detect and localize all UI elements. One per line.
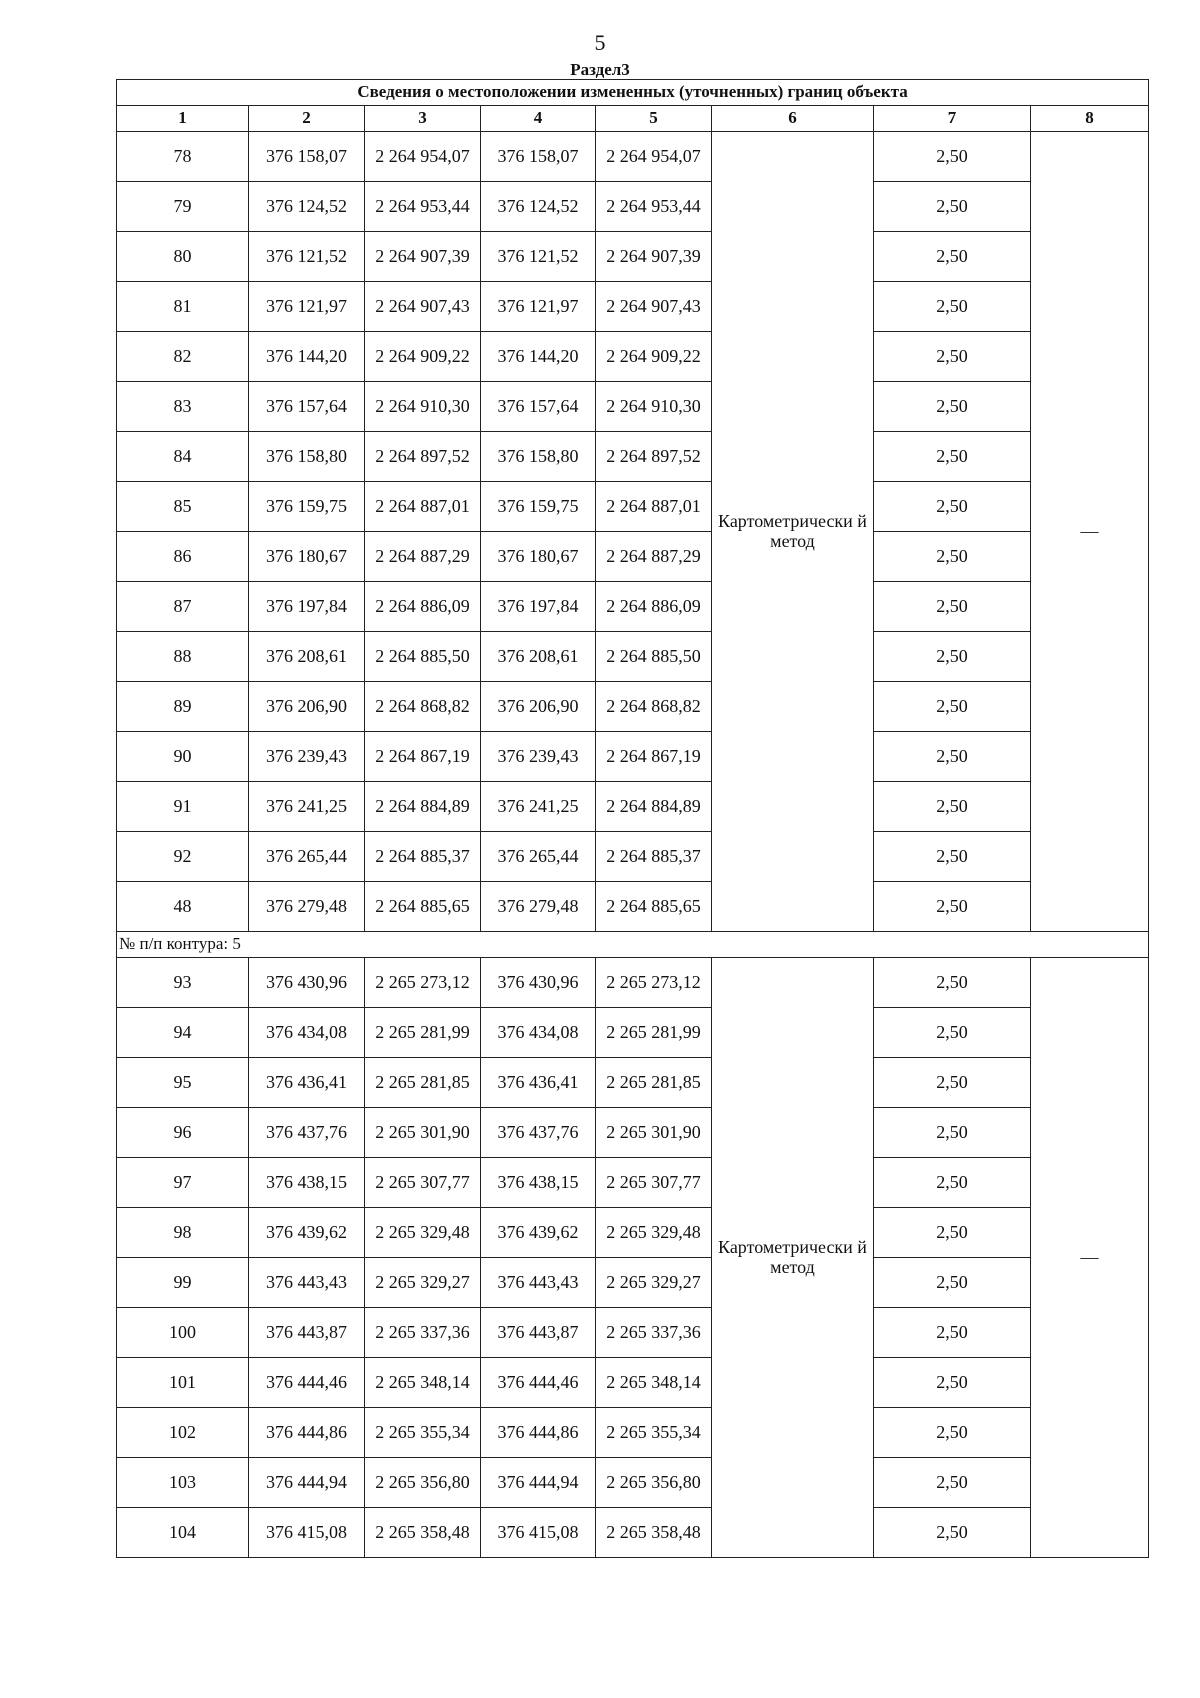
y-refined-cell: 2 265 281,85 bbox=[596, 1058, 712, 1108]
y-refined-cell: 2 265 358,48 bbox=[596, 1508, 712, 1558]
y-refined-cell: 2 264 867,19 bbox=[596, 732, 712, 782]
x-existing-cell: 376 121,52 bbox=[249, 232, 365, 282]
point-number-cell: 80 bbox=[117, 232, 249, 282]
x-refined-cell: 376 121,97 bbox=[481, 282, 596, 332]
x-refined-cell: 376 439,62 bbox=[481, 1208, 596, 1258]
table-row bbox=[117, 582, 1149, 632]
accuracy-cell: 2,50 bbox=[874, 1208, 1031, 1258]
contour-row bbox=[117, 932, 1149, 958]
table-row bbox=[117, 1158, 1149, 1208]
x-refined-cell: 376 206,90 bbox=[481, 682, 596, 732]
accuracy-cell: 2,50 bbox=[874, 732, 1031, 782]
y-refined-cell: 2 264 907,39 bbox=[596, 232, 712, 282]
accuracy-cell: 2,50 bbox=[874, 632, 1031, 682]
table-row bbox=[117, 532, 1149, 582]
table-row bbox=[117, 682, 1149, 732]
y-refined-cell: 2 264 885,37 bbox=[596, 832, 712, 882]
y-existing-cell: 2 264 954,07 bbox=[365, 132, 481, 182]
x-refined-cell: 376 443,43 bbox=[481, 1258, 596, 1308]
page-number: 5 bbox=[594, 30, 606, 55]
y-existing-cell: 2 264 887,01 bbox=[365, 482, 481, 532]
point-number-cell: 93 bbox=[117, 958, 249, 1008]
y-refined-cell: 2 264 953,44 bbox=[596, 182, 712, 232]
note-cell: — bbox=[1031, 132, 1149, 932]
point-number-cell: 97 bbox=[117, 1158, 249, 1208]
x-refined-cell: 376 197,84 bbox=[481, 582, 596, 632]
y-refined-cell: 2 265 355,34 bbox=[596, 1408, 712, 1458]
x-existing-cell: 376 443,87 bbox=[249, 1308, 365, 1358]
x-refined-cell: 376 121,52 bbox=[481, 232, 596, 282]
y-refined-cell: 2 265 356,80 bbox=[596, 1458, 712, 1508]
y-existing-cell: 2 264 884,89 bbox=[365, 782, 481, 832]
x-existing-cell: 376 206,90 bbox=[249, 682, 365, 732]
y-existing-cell: 2 264 910,30 bbox=[365, 382, 481, 432]
x-existing-cell: 376 444,86 bbox=[249, 1408, 365, 1458]
y-existing-cell: 2 264 907,39 bbox=[365, 232, 481, 282]
x-refined-cell: 376 157,64 bbox=[481, 382, 596, 432]
coordinates-table bbox=[116, 79, 1149, 1558]
x-existing-cell: 376 438,15 bbox=[249, 1158, 365, 1208]
y-refined-cell: 2 264 909,22 bbox=[596, 332, 712, 382]
y-existing-cell: 2 265 356,80 bbox=[365, 1458, 481, 1508]
y-existing-cell: 2 264 867,19 bbox=[365, 732, 481, 782]
y-refined-cell: 2 264 868,82 bbox=[596, 682, 712, 732]
table-row bbox=[117, 182, 1149, 232]
point-number-cell: 85 bbox=[117, 482, 249, 532]
accuracy-cell: 2,50 bbox=[874, 832, 1031, 882]
accuracy-cell: 2,50 bbox=[874, 1108, 1031, 1158]
table-header-row bbox=[117, 106, 1149, 132]
table-row bbox=[117, 482, 1149, 532]
table-caption: Сведения о местоположении измененных (уточненных) границ объекта bbox=[117, 80, 1149, 106]
y-existing-cell: 2 264 907,43 bbox=[365, 282, 481, 332]
x-existing-cell: 376 159,75 bbox=[249, 482, 365, 532]
table-row bbox=[117, 1258, 1149, 1308]
point-number-cell: 48 bbox=[117, 882, 249, 932]
point-number-cell: 98 bbox=[117, 1208, 249, 1258]
point-number-cell: 95 bbox=[117, 1058, 249, 1108]
accuracy-cell: 2,50 bbox=[874, 1058, 1031, 1108]
table-row bbox=[117, 1208, 1149, 1258]
y-refined-cell: 2 265 329,27 bbox=[596, 1258, 712, 1308]
point-number-cell: 82 bbox=[117, 332, 249, 382]
table-row bbox=[117, 1408, 1149, 1458]
x-refined-cell: 376 124,52 bbox=[481, 182, 596, 232]
x-refined-cell: 376 444,86 bbox=[481, 1408, 596, 1458]
point-number-cell: 92 bbox=[117, 832, 249, 882]
x-existing-cell: 376 197,84 bbox=[249, 582, 365, 632]
table-row bbox=[117, 1308, 1149, 1358]
table-row bbox=[117, 432, 1149, 482]
table-row bbox=[117, 732, 1149, 782]
column-header: 4 bbox=[481, 106, 596, 132]
x-existing-cell: 376 436,41 bbox=[249, 1058, 365, 1108]
table-row bbox=[117, 1108, 1149, 1158]
table-row bbox=[117, 382, 1149, 432]
method-cell: Картометрически й метод bbox=[712, 132, 874, 932]
x-refined-cell: 376 430,96 bbox=[481, 958, 596, 1008]
x-refined-cell: 376 144,20 bbox=[481, 332, 596, 382]
y-refined-cell: 2 265 337,36 bbox=[596, 1308, 712, 1358]
column-header: 8 bbox=[1031, 106, 1149, 132]
x-refined-cell: 376 239,43 bbox=[481, 732, 596, 782]
x-refined-cell: 376 265,44 bbox=[481, 832, 596, 882]
table-row bbox=[117, 1458, 1149, 1508]
y-existing-cell: 2 265 358,48 bbox=[365, 1508, 481, 1558]
x-refined-cell: 376 437,76 bbox=[481, 1108, 596, 1158]
x-existing-cell: 376 437,76 bbox=[249, 1108, 365, 1158]
y-existing-cell: 2 264 909,22 bbox=[365, 332, 481, 382]
x-refined-cell: 376 208,61 bbox=[481, 632, 596, 682]
point-number-cell: 87 bbox=[117, 582, 249, 632]
x-refined-cell: 376 180,67 bbox=[481, 532, 596, 582]
y-existing-cell: 2 264 885,65 bbox=[365, 882, 481, 932]
accuracy-cell: 2,50 bbox=[874, 282, 1031, 332]
accuracy-cell: 2,50 bbox=[874, 1358, 1031, 1408]
x-existing-cell: 376 208,61 bbox=[249, 632, 365, 682]
table-row bbox=[117, 1008, 1149, 1058]
y-existing-cell: 2 264 897,52 bbox=[365, 432, 481, 482]
accuracy-cell: 2,50 bbox=[874, 682, 1031, 732]
y-refined-cell: 2 264 897,52 bbox=[596, 432, 712, 482]
x-existing-cell: 376 439,62 bbox=[249, 1208, 365, 1258]
y-existing-cell: 2 264 886,09 bbox=[365, 582, 481, 632]
y-existing-cell: 2 265 329,27 bbox=[365, 1258, 481, 1308]
accuracy-cell: 2,50 bbox=[874, 332, 1031, 382]
y-refined-cell: 2 264 907,43 bbox=[596, 282, 712, 332]
y-refined-cell: 2 265 348,14 bbox=[596, 1358, 712, 1408]
x-existing-cell: 376 144,20 bbox=[249, 332, 365, 382]
y-existing-cell: 2 265 329,48 bbox=[365, 1208, 481, 1258]
method-cell: Картометрически й метод bbox=[712, 958, 874, 1558]
y-refined-cell: 2 264 954,07 bbox=[596, 132, 712, 182]
point-number-cell: 102 bbox=[117, 1408, 249, 1458]
y-existing-cell: 2 265 337,36 bbox=[365, 1308, 481, 1358]
x-existing-cell: 376 434,08 bbox=[249, 1008, 365, 1058]
accuracy-cell: 2,50 bbox=[874, 532, 1031, 582]
accuracy-cell: 2,50 bbox=[874, 432, 1031, 482]
point-number-cell: 94 bbox=[117, 1008, 249, 1058]
y-existing-cell: 2 265 301,90 bbox=[365, 1108, 481, 1158]
x-existing-cell: 376 239,43 bbox=[249, 732, 365, 782]
column-header: 5 bbox=[596, 106, 712, 132]
x-existing-cell: 376 124,52 bbox=[249, 182, 365, 232]
point-number-cell: 79 bbox=[117, 182, 249, 232]
table-row bbox=[117, 782, 1149, 832]
point-number-cell: 89 bbox=[117, 682, 249, 732]
table-row bbox=[117, 1508, 1149, 1558]
accuracy-cell: 2,50 bbox=[874, 1158, 1031, 1208]
accuracy-cell: 2,50 bbox=[874, 1508, 1031, 1558]
point-number-cell: 88 bbox=[117, 632, 249, 682]
point-number-cell: 84 bbox=[117, 432, 249, 482]
accuracy-cell: 2,50 bbox=[874, 1308, 1031, 1358]
y-existing-cell: 2 265 281,99 bbox=[365, 1008, 481, 1058]
point-number-cell: 86 bbox=[117, 532, 249, 582]
table-row bbox=[117, 832, 1149, 882]
accuracy-cell: 2,50 bbox=[874, 1408, 1031, 1458]
x-existing-cell: 376 157,64 bbox=[249, 382, 365, 432]
x-existing-cell: 376 443,43 bbox=[249, 1258, 365, 1308]
y-refined-cell: 2 264 885,50 bbox=[596, 632, 712, 682]
table-row bbox=[117, 332, 1149, 382]
x-refined-cell: 376 443,87 bbox=[481, 1308, 596, 1358]
x-refined-cell: 376 444,94 bbox=[481, 1458, 596, 1508]
y-refined-cell: 2 264 887,29 bbox=[596, 532, 712, 582]
table-row bbox=[117, 282, 1149, 332]
table-row bbox=[117, 958, 1149, 1008]
accuracy-cell: 2,50 bbox=[874, 782, 1031, 832]
y-refined-cell: 2 265 281,99 bbox=[596, 1008, 712, 1058]
accuracy-cell: 2,50 bbox=[874, 1008, 1031, 1058]
x-refined-cell: 376 415,08 bbox=[481, 1508, 596, 1558]
table-row bbox=[117, 132, 1149, 182]
table-row bbox=[117, 1058, 1149, 1108]
y-existing-cell: 2 264 868,82 bbox=[365, 682, 481, 732]
point-number-cell: 104 bbox=[117, 1508, 249, 1558]
point-number-cell: 90 bbox=[117, 732, 249, 782]
x-refined-cell: 376 444,46 bbox=[481, 1358, 596, 1408]
point-number-cell: 100 bbox=[117, 1308, 249, 1358]
accuracy-cell: 2,50 bbox=[874, 482, 1031, 532]
x-existing-cell: 376 444,94 bbox=[249, 1458, 365, 1508]
y-refined-cell: 2 265 329,48 bbox=[596, 1208, 712, 1258]
point-number-cell: 83 bbox=[117, 382, 249, 432]
x-existing-cell: 376 279,48 bbox=[249, 882, 365, 932]
x-existing-cell: 376 158,07 bbox=[249, 132, 365, 182]
point-number-cell: 91 bbox=[117, 782, 249, 832]
column-header: 3 bbox=[365, 106, 481, 132]
x-refined-cell: 376 158,80 bbox=[481, 432, 596, 482]
x-existing-cell: 376 241,25 bbox=[249, 782, 365, 832]
y-refined-cell: 2 264 910,30 bbox=[596, 382, 712, 432]
accuracy-cell: 2,50 bbox=[874, 1258, 1031, 1308]
x-refined-cell: 376 159,75 bbox=[481, 482, 596, 532]
column-header: 7 bbox=[874, 106, 1031, 132]
y-refined-cell: 2 265 273,12 bbox=[596, 958, 712, 1008]
y-existing-cell: 2 265 307,77 bbox=[365, 1158, 481, 1208]
y-existing-cell: 2 265 281,85 bbox=[365, 1058, 481, 1108]
table-row bbox=[117, 1358, 1149, 1408]
y-refined-cell: 2 265 301,90 bbox=[596, 1108, 712, 1158]
x-existing-cell: 376 430,96 bbox=[249, 958, 365, 1008]
x-existing-cell: 376 121,97 bbox=[249, 282, 365, 332]
point-number-cell: 96 bbox=[117, 1108, 249, 1158]
accuracy-cell: 2,50 bbox=[874, 232, 1031, 282]
x-refined-cell: 376 279,48 bbox=[481, 882, 596, 932]
y-refined-cell: 2 264 886,09 bbox=[596, 582, 712, 632]
point-number-cell: 99 bbox=[117, 1258, 249, 1308]
y-existing-cell: 2 264 885,37 bbox=[365, 832, 481, 882]
point-number-cell: 101 bbox=[117, 1358, 249, 1408]
point-number-cell: 103 bbox=[117, 1458, 249, 1508]
accuracy-cell: 2,50 bbox=[874, 582, 1031, 632]
column-header: 6 bbox=[712, 106, 874, 132]
x-existing-cell: 376 180,67 bbox=[249, 532, 365, 582]
x-refined-cell: 376 241,25 bbox=[481, 782, 596, 832]
table-row bbox=[117, 882, 1149, 932]
contour-label: № п/п контура: 5 bbox=[117, 932, 1149, 958]
x-existing-cell: 376 265,44 bbox=[249, 832, 365, 882]
x-refined-cell: 376 438,15 bbox=[481, 1158, 596, 1208]
y-existing-cell: 2 265 355,34 bbox=[365, 1408, 481, 1458]
y-refined-cell: 2 264 887,01 bbox=[596, 482, 712, 532]
y-existing-cell: 2 264 887,29 bbox=[365, 532, 481, 582]
accuracy-cell: 2,50 bbox=[874, 882, 1031, 932]
y-refined-cell: 2 264 884,89 bbox=[596, 782, 712, 832]
section-title: Раздел3 bbox=[570, 60, 630, 79]
table-row bbox=[117, 232, 1149, 282]
y-existing-cell: 2 265 348,14 bbox=[365, 1358, 481, 1408]
point-number-cell: 78 bbox=[117, 132, 249, 182]
x-refined-cell: 376 436,41 bbox=[481, 1058, 596, 1108]
x-existing-cell: 376 444,46 bbox=[249, 1358, 365, 1408]
note-cell: — bbox=[1031, 958, 1149, 1558]
accuracy-cell: 2,50 bbox=[874, 132, 1031, 182]
column-header: 1 bbox=[117, 106, 249, 132]
x-existing-cell: 376 415,08 bbox=[249, 1508, 365, 1558]
point-number-cell: 81 bbox=[117, 282, 249, 332]
y-existing-cell: 2 264 953,44 bbox=[365, 182, 481, 232]
x-refined-cell: 376 158,07 bbox=[481, 132, 596, 182]
y-refined-cell: 2 264 885,65 bbox=[596, 882, 712, 932]
y-existing-cell: 2 264 885,50 bbox=[365, 632, 481, 682]
y-existing-cell: 2 265 273,12 bbox=[365, 958, 481, 1008]
accuracy-cell: 2,50 bbox=[874, 958, 1031, 1008]
accuracy-cell: 2,50 bbox=[874, 182, 1031, 232]
accuracy-cell: 2,50 bbox=[874, 1458, 1031, 1508]
table-row bbox=[117, 632, 1149, 682]
y-refined-cell: 2 265 307,77 bbox=[596, 1158, 712, 1208]
x-existing-cell: 376 158,80 bbox=[249, 432, 365, 482]
accuracy-cell: 2,50 bbox=[874, 382, 1031, 432]
table-caption-row bbox=[117, 80, 1149, 106]
column-header: 2 bbox=[249, 106, 365, 132]
x-refined-cell: 376 434,08 bbox=[481, 1008, 596, 1058]
